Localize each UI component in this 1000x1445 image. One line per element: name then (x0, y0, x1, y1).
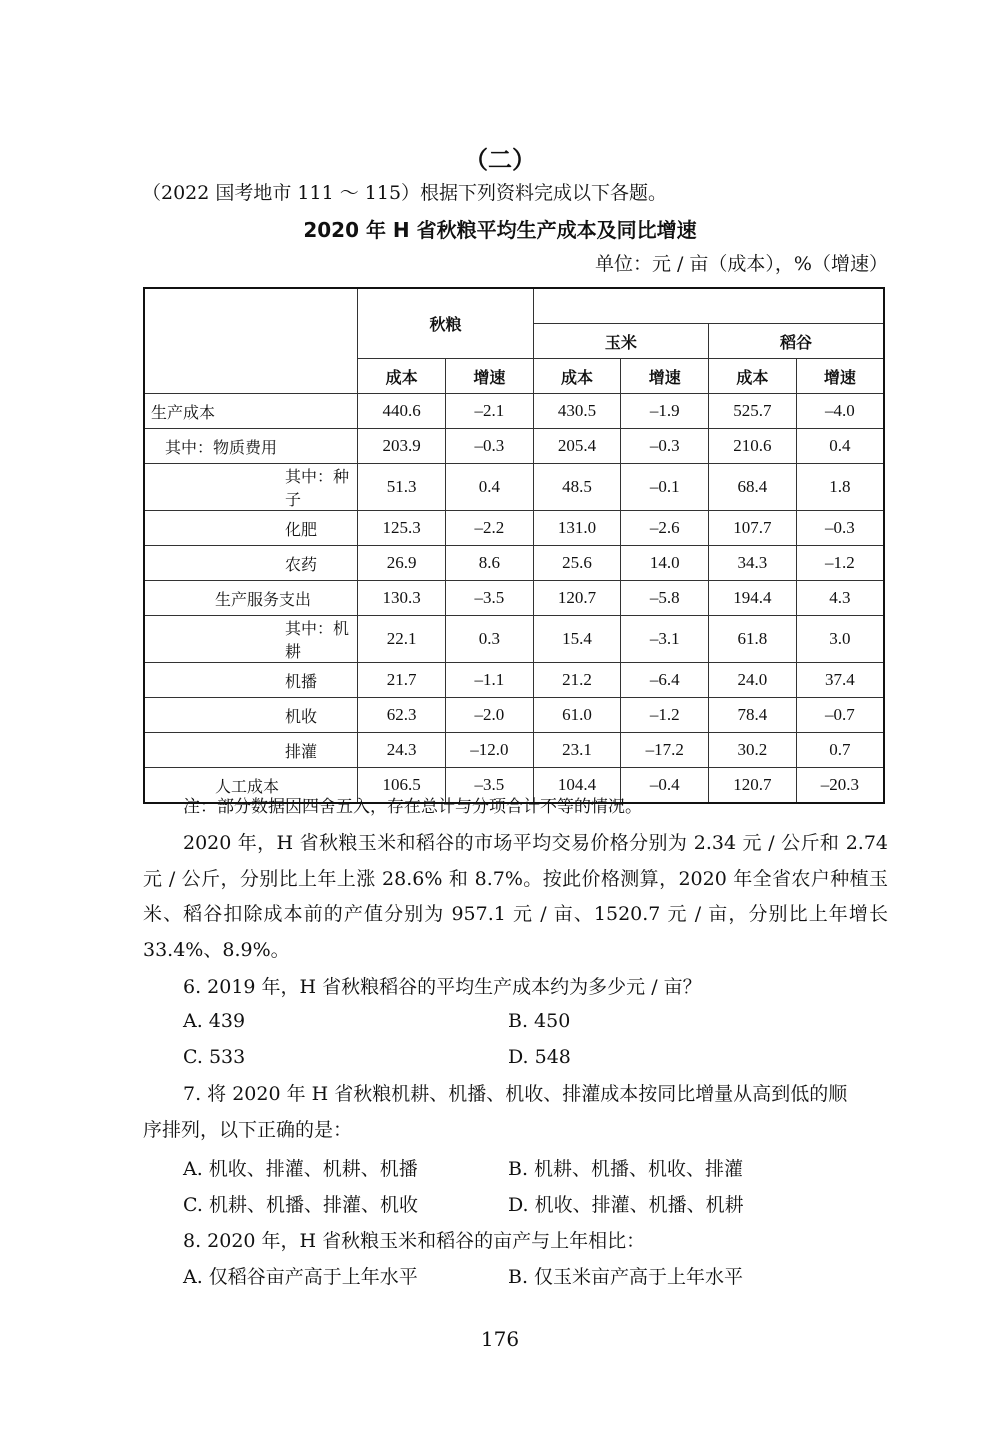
table-cell: –6.4 (621, 663, 709, 698)
table-cell: 34.3 (709, 546, 797, 581)
table-cell: 61.8 (709, 616, 797, 663)
table-cell: –0.3 (621, 429, 709, 464)
q8-option-b: B. 仅玉米亩产高于上年水平 (508, 1266, 744, 1288)
row-label: 生产服务支出 (144, 581, 358, 616)
table-cell: –4.0 (796, 394, 884, 429)
table-row (144, 511, 884, 546)
header-growth: 增速 (445, 359, 533, 394)
table-title: 2020 年 H 省秋粮平均生产成本及同比增速 (303, 218, 697, 242)
q6-option-d: D. 548 (508, 1046, 571, 1068)
q7-option-b: B. 机耕、机播、机收、排灌 (508, 1158, 744, 1180)
table-cell: –1.2 (621, 698, 709, 733)
table-row (144, 733, 884, 768)
table-cell: –5.8 (621, 581, 709, 616)
table-cell: 430.5 (533, 394, 621, 429)
row-label: 人工成本 (144, 768, 358, 804)
q8-option-a: A. 仅稻谷亩产高于上年水平 (183, 1266, 418, 1288)
table-cell: –0.3 (445, 429, 533, 464)
table-cell: 194.4 (709, 581, 797, 616)
table-cell: 48.5 (533, 464, 621, 511)
table-cell: –17.2 (621, 733, 709, 768)
table-cell: 0.3 (445, 616, 533, 663)
row-label: 其中：物质费用 (144, 429, 358, 464)
table-cell: 0.4 (445, 464, 533, 511)
table-cell: 4.3 (796, 581, 884, 616)
table-cell: 120.7 (533, 581, 621, 616)
table-cell: 205.4 (533, 429, 621, 464)
table-cell: –20.3 (796, 768, 884, 804)
row-label: 其中：机耕 (144, 616, 358, 663)
table-cell: –12.0 (445, 733, 533, 768)
table-cell: –1.1 (445, 663, 533, 698)
unit-label: 单位：元 / 亩（成本），%（增速） (594, 253, 888, 275)
table-cell: 78.4 (709, 698, 797, 733)
row-label: 排灌 (144, 733, 358, 768)
table-cell: 68.4 (709, 464, 797, 511)
table-cell: –2.0 (445, 698, 533, 733)
row-label: 机播 (144, 663, 358, 698)
table-cell: 440.6 (358, 394, 446, 429)
table-cell: 210.6 (709, 429, 797, 464)
table-row (144, 546, 884, 581)
header-corn: 玉米 (533, 324, 708, 359)
table-row (144, 429, 884, 464)
table-cell: 525.7 (709, 394, 797, 429)
table-cell: 24.0 (709, 663, 797, 698)
header-autumn-grain: 秋粮 (358, 288, 533, 359)
table-cell: 15.4 (533, 616, 621, 663)
header-rice: 稻谷 (709, 324, 884, 359)
question-7: 7. 将 2020 年 H 省秋粮机耕、机播、机收、排灌成本按同比增量从高到低的顺序排列，以下正确的是： (143, 1083, 848, 1141)
table-cell: –0.4 (621, 768, 709, 804)
question-6: 6. 2019 年，H 省秋粮稻谷的平均生产成本约为多少元 / 亩？ (183, 976, 702, 998)
table-cell: 131.0 (533, 511, 621, 546)
table-cell: –2.1 (445, 394, 533, 429)
table-cell: 125.3 (358, 511, 446, 546)
table-cell: –1.2 (796, 546, 884, 581)
row-label: 农药 (144, 546, 358, 581)
row-label: 化肥 (144, 511, 358, 546)
header-cost: 成本 (358, 359, 446, 394)
table-row (144, 581, 884, 616)
header-cost: 成本 (709, 359, 797, 394)
table-cell: 62.3 (358, 698, 446, 733)
table-cell: 104.4 (533, 768, 621, 804)
table-cell: 61.0 (533, 698, 621, 733)
table-cell: 120.7 (709, 768, 797, 804)
header-spacer (533, 288, 884, 324)
header-growth: 增速 (621, 359, 709, 394)
row-label: 机收 (144, 698, 358, 733)
table-row (144, 698, 884, 733)
table-cell: –0.7 (796, 698, 884, 733)
table-cell: –2.2 (445, 511, 533, 546)
header-cost: 成本 (533, 359, 621, 394)
table-row (144, 464, 884, 511)
table-cell: 1.8 (796, 464, 884, 511)
table-cell: –2.6 (621, 511, 709, 546)
table-cell: 21.7 (358, 663, 446, 698)
table-cell: 25.6 (533, 546, 621, 581)
table-cell: 26.9 (358, 546, 446, 581)
table-cell: 24.3 (358, 733, 446, 768)
table-cell: 22.1 (358, 616, 446, 663)
table-cell: 106.5 (358, 768, 446, 804)
table-note: 注：部分数据因四舍五入，存在总计与分项合计不等的情况。 (183, 797, 642, 817)
table-cell: 23.1 (533, 733, 621, 768)
q6-option-c: C. 533 (183, 1046, 246, 1068)
q6-option-a: A. 439 (183, 1010, 246, 1032)
table-body (144, 394, 884, 804)
section-heading: （二） (464, 146, 536, 174)
table-cell: 8.6 (445, 546, 533, 581)
table-cell: 3.0 (796, 616, 884, 663)
table-cell: –3.5 (445, 581, 533, 616)
question-8: 8. 2020 年，H 省秋粮玉米和稻谷的亩产与上年相比： (183, 1230, 646, 1252)
table-cell: 37.4 (796, 663, 884, 698)
row-label: 生产成本 (144, 394, 358, 429)
table-cell: 14.0 (621, 546, 709, 581)
table-cell: –0.3 (796, 511, 884, 546)
table-cell: –3.1 (621, 616, 709, 663)
q7-option-a: A. 机收、排灌、机耕、机播 (183, 1158, 418, 1180)
table-cell: 203.9 (358, 429, 446, 464)
table-cell: –3.5 (445, 768, 533, 804)
data-paragraph: 2020 年，H 省秋粮玉米和稻谷的市场平均交易价格分别为 2.34 元 / 公斤和 2.74 元 / 公斤，分别比上年上涨 28.6% 和 8.7%。按此价格测算，2020 年全省农户种植玉米、稻谷扣除成本前的产值分别为 957.1 元 / 亩、1520.7 元 / 亩，分别比上年增长 33.4%、8.9%。 (143, 832, 888, 961)
table-header-row-1 (144, 288, 884, 324)
q7-option-c: C. 机耕、机播、排灌、机收 (183, 1194, 418, 1216)
table-cell: –0.1 (621, 464, 709, 511)
cost-table (143, 287, 885, 804)
page-number: 176 (480, 1327, 520, 1351)
q7-option-d: D. 机收、排灌、机播、机耕 (508, 1194, 744, 1216)
table-cell: 0.7 (796, 733, 884, 768)
table-cell: 130.3 (358, 581, 446, 616)
table-cell: 21.2 (533, 663, 621, 698)
corner-cell (144, 288, 358, 394)
table-row (144, 616, 884, 663)
table-row (144, 663, 884, 698)
table-cell: 0.4 (796, 429, 884, 464)
table-cell: 107.7 (709, 511, 797, 546)
header-growth: 增速 (796, 359, 884, 394)
table-cell: 51.3 (358, 464, 446, 511)
table-cell: 30.2 (709, 733, 797, 768)
table-row (144, 394, 884, 429)
q6-option-b: B. 450 (508, 1010, 571, 1032)
row-label: 其中：种子 (144, 464, 358, 511)
intro-text: （2022 国考地市 111 ～ 115）根据下列资料完成以下各题。 (142, 182, 668, 204)
table-cell: –1.9 (621, 394, 709, 429)
